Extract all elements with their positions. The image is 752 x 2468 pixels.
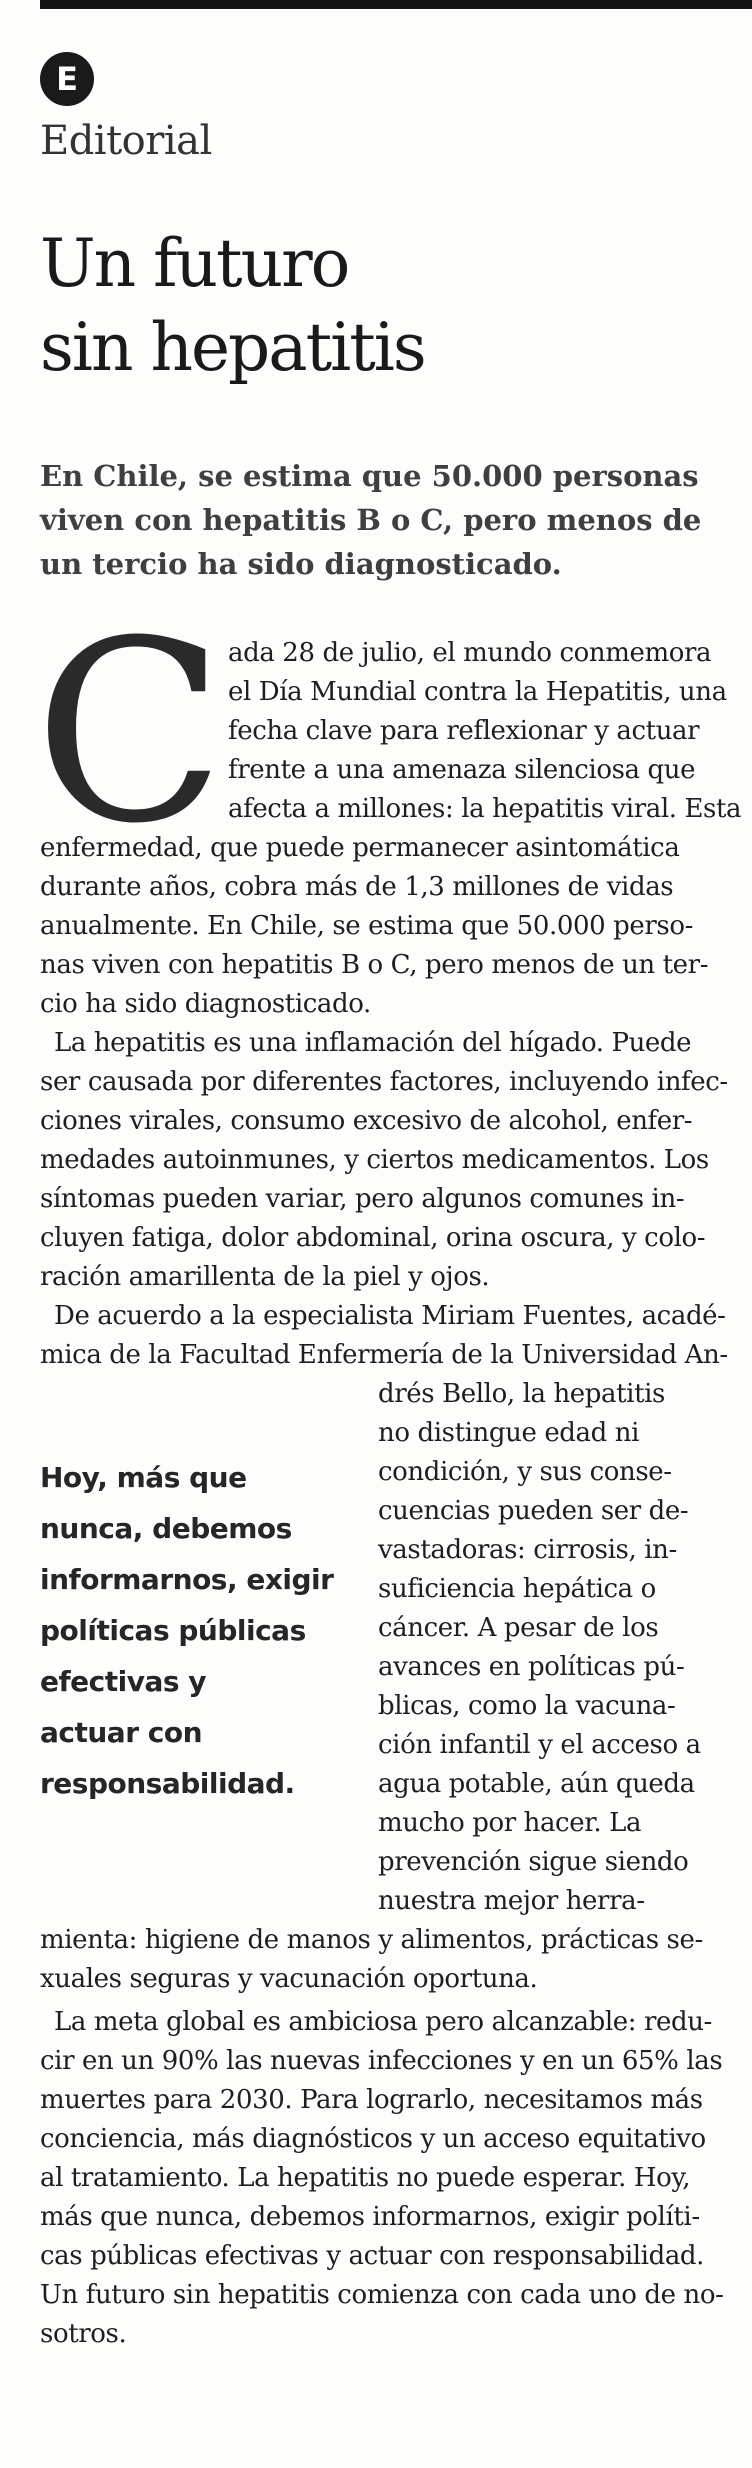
text-line: anualmente. En Chile, se estima que 50.000 perso- (40, 911, 693, 941)
headline-line: Un futuro (40, 225, 349, 302)
drop-cap: C (34, 587, 226, 878)
paragraph-1-indented (228, 634, 741, 829)
text-line: suficiencia hepática o (378, 1574, 656, 1604)
headline-line: sin hepatitis (40, 309, 425, 386)
text-line: La hepatitis es una inflamación del hígado. Puede (54, 1028, 692, 1058)
text-line: Un futuro sin hepatitis comienza con cada uno de no- (40, 2280, 724, 2310)
text-line: afecta a millones: la hepatitis viral. Esta (228, 794, 742, 824)
text-line: drés Bello, la hepatitis (378, 1379, 666, 1409)
text-line: xuales seguras y vacunación oportuna. (40, 1964, 538, 1994)
text-line: prevención sigue siendo (378, 1847, 689, 1877)
text-line: enfermedad, que puede permanecer asintomática (40, 833, 680, 863)
text-line: más que nunca, debemos informarnos, exigir políti- (40, 2202, 700, 2232)
text-line: mica de la Facultad Enfermería de la Universidad An- (40, 1340, 728, 1370)
headline (40, 222, 425, 390)
section-label: Editorial (40, 118, 212, 164)
text-line: condición, y sus conse- (378, 1457, 672, 1487)
paragraph-2 (40, 1024, 728, 1297)
text-line: cir en un 90% las nuevas infecciones y en un 65% las (40, 2046, 723, 2076)
text-line: medades autoinmunes, y ciertos medicamentos. Los (40, 1145, 709, 1175)
text-line: nuestra mejor herra- (378, 1886, 645, 1916)
pull-quote-line: informarnos, exigir (40, 1563, 334, 1596)
pull-quote-line: efectivas y (40, 1665, 207, 1698)
text-line: durante años, cobra más de 1,3 millones de vidas (40, 872, 674, 902)
text-line: el Día Mundial contra la Hepatitis, una (228, 677, 727, 707)
text-line: cas públicas efectivas y actuar con responsabilidad. (40, 2241, 705, 2271)
text-line: no distingue edad ni (378, 1418, 640, 1448)
text-line: agua potable, aún queda (378, 1769, 695, 1799)
text-line: sotros. (40, 2319, 127, 2349)
text-line: conciencia, más diagnósticos y un acceso equitativo (40, 2124, 706, 2154)
text-line: ciones virales, consumo excesivo de alcohol, enfer- (40, 1106, 693, 1136)
deck-line: un tercio ha sido diagnosticado. (40, 547, 562, 581)
text-line: cáncer. A pesar de los (378, 1613, 659, 1643)
top-rule (40, 0, 752, 9)
pull-quote-line: nunca, debemos (40, 1512, 292, 1545)
paragraph-4 (40, 2003, 723, 2354)
text-line: cluyen fatiga, dolor abdominal, orina oscura, y colo- (40, 1223, 706, 1253)
paragraph-3-column (378, 1375, 701, 1921)
text-line: mienta: higiene de manos y alimentos, prácticas se- (40, 1925, 703, 1955)
paragraph-3-start (40, 1297, 728, 1375)
deck-line: viven con hepatitis B o C, pero menos de (40, 503, 702, 537)
text-line: ción infantil y el acceso a (378, 1730, 701, 1760)
deck-line: En Chile, se estima que 50.000 personas (40, 459, 699, 493)
text-line: vastadoras: cirrosis, in- (378, 1535, 677, 1565)
pull-quote (40, 1452, 333, 1809)
pull-quote-line: Hoy, más que (40, 1461, 247, 1494)
text-line: La meta global es ambiciosa pero alcanzable: redu- (54, 2007, 712, 2037)
deck-subtitle (40, 454, 730, 586)
text-line: De acuerdo a la especialista Miriam Fuentes, acadé- (54, 1301, 726, 1331)
text-line: ración amarillenta de la piel y ojos. (40, 1262, 490, 1292)
pull-quote-line: políticas públicas (40, 1614, 306, 1647)
text-line: ser causada por diferentes factores, incluyendo infec- (40, 1067, 728, 1097)
text-line: síntomas pueden variar, pero algunos comunes in- (40, 1184, 685, 1214)
text-line: avances en políticas pú- (378, 1652, 685, 1682)
newspaper-logo-badge: E (40, 52, 94, 106)
text-line: muertes para 2030. Para lograrlo, necesitamos más (40, 2085, 703, 2115)
paragraph-3-end (40, 1921, 703, 1999)
text-line: frente a una amenaza silenciosa que (228, 755, 696, 785)
text-line: nas viven con hepatitis B o C, pero menos de un ter- (40, 950, 709, 980)
pull-quote-line: responsabilidad. (40, 1767, 295, 1800)
text-line: cio ha sido diagnosticado. (40, 989, 371, 1019)
text-line: blicas, como la vacuna- (378, 1691, 676, 1721)
paragraph-1-full (40, 829, 708, 1024)
text-line: fecha clave para reflexionar y actuar (228, 716, 700, 746)
text-line: ada 28 de julio, el mundo conmemora (228, 638, 712, 668)
text-line: cuencias pueden ser de- (378, 1496, 689, 1526)
text-line: al tratamiento. La hepatitis no puede esperar. Hoy, (40, 2163, 691, 2193)
text-line: mucho por hacer. La (378, 1808, 642, 1838)
pull-quote-line: actuar con (40, 1716, 203, 1749)
